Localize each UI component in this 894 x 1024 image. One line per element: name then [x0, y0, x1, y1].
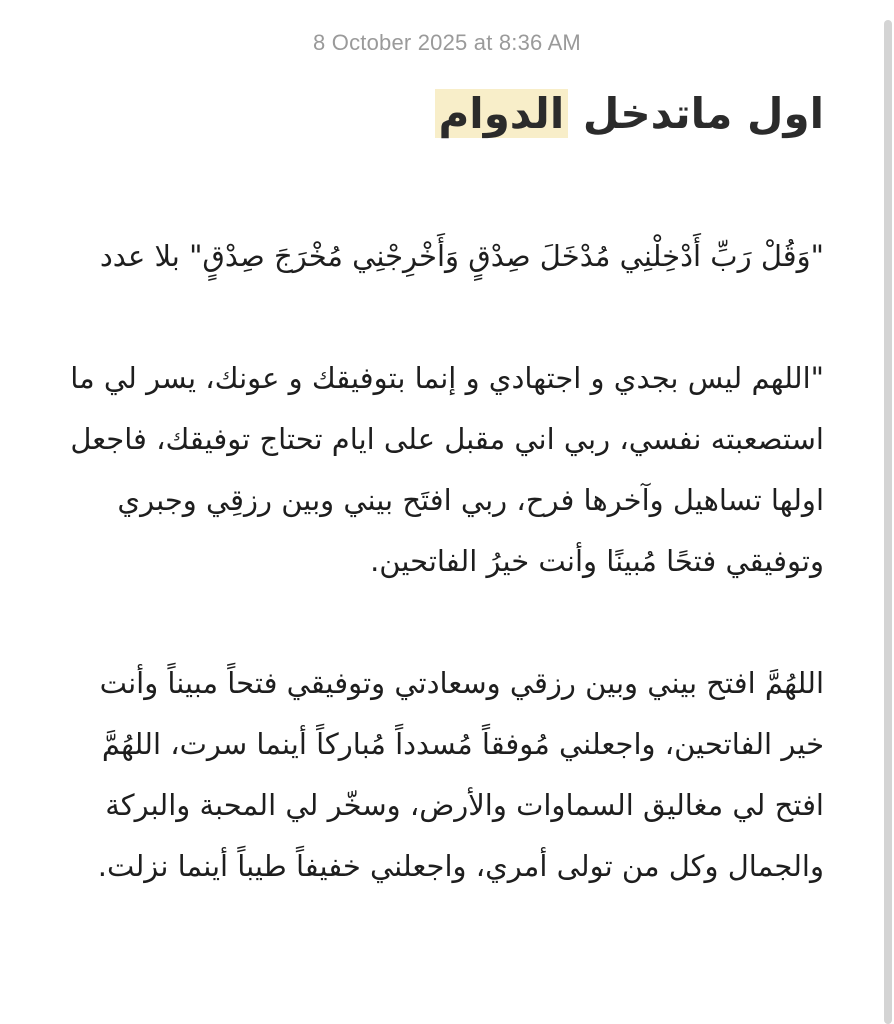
paragraph-dua-2: اللهُمَّ افتح بيني وبين رزقي وسعادتي وتوفيقي فتحاً مبيناً وأنت خير الفاتحين، واجعلني مُوفقاً مُسدداً مُباركاً أينما سرت، اللهُمَّ افتح لي مغاليق السماوات والأرض، وسخّر لي المحبة والبركة والجمال وكل من تولى أمري، واجعلني خفيفاً طيباً أينما نزلت. — [97, 666, 824, 883]
note-body[interactable] — [62, 226, 824, 958]
scrollbar[interactable] — [882, 0, 894, 1024]
note-date: 8 October 2025 at 8:36 AM — [313, 30, 581, 55]
paragraph-dua-1: "اللهم ليس بجدي و اجتهادي و إنما بتوفيقك و عونك، يسر لي ما استصعبته نفسي، ربي اني مقبل على ايام تحتاج توفيقك، فاجعل اولها تساهيل وآخرها فرح، ربي افتَح بيني وبين رزقِي وجبري وتوفيقي فتحًا مُبينًا وأنت خيرُ الفاتحين. — [70, 361, 824, 578]
title-text: اول ماتدخل — [568, 89, 824, 138]
paragraph-verse: "وَقُلْ رَبِّ أَدْخِلْنِي مُدْخَلَ صِدْقٍ وَأَخْرِجْنِي مُخْرَجَ صِدْقٍ" بلا عدد — [99, 239, 824, 273]
title-highlight: الدوام — [435, 89, 569, 138]
note-title[interactable] — [435, 76, 824, 152]
scrollbar-thumb[interactable] — [884, 20, 892, 1024]
